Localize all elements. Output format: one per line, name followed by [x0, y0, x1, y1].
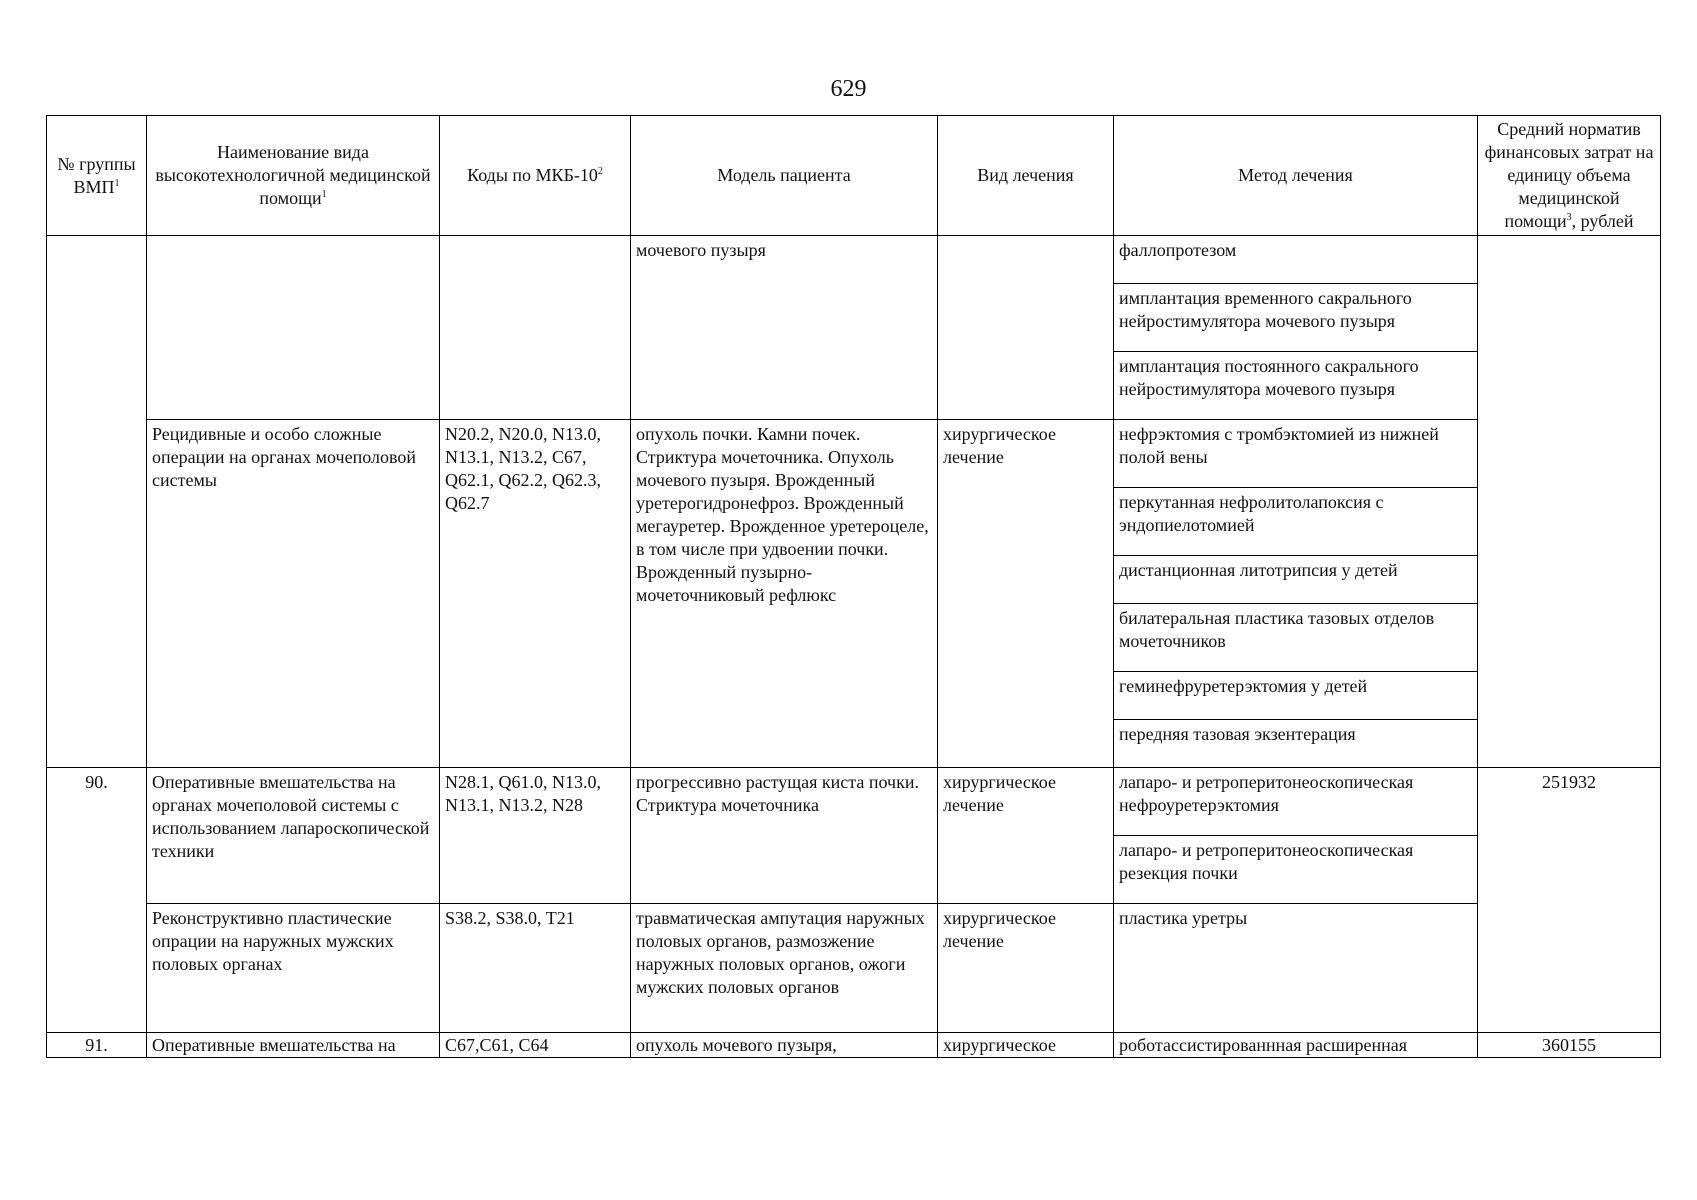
treatment-type-cell [938, 236, 1114, 420]
method-cell: роботассистированнная расширенная [1114, 1033, 1478, 1058]
header-icd-codes: Коды по МКБ-$10^2$ [440, 116, 631, 236]
method-cell: перкутанная нефролитолапоксия с эндопиелотомией [1114, 488, 1478, 556]
method-cell: пластика уретры [1114, 904, 1478, 1033]
method-cell: лапаро- и ретроперитонеоскопическая резекция почки [1114, 836, 1478, 904]
patient-model-cell: опухоль почки. Камни почек. Стриктура мочеточника. Опухоль мочевого пузыря. Врожденный уретерогидронефроз. Врожденный мегауретер. Врожденное уретероцеле, в том числе при удвоении почки. Врожденный пузырно-мочеточниковый рефлюкс [631, 420, 938, 768]
average-cost-cell [1478, 236, 1661, 768]
header-treatment-type: Вид лечения [938, 116, 1114, 236]
patient-model-cell: прогрессивно растущая киста почки. Стриктура мочеточника [631, 768, 938, 904]
table-row [47, 420, 1661, 488]
care-type-cell: Реконструктивно пластические опрации на наружных мужских половых органах [147, 904, 440, 1033]
average-cost-cell: 360155 [1478, 1033, 1661, 1058]
page-number: 629 [830, 76, 867, 102]
care-type-cell: Оперативные вмешательства на органах мочеполовой системы с использованием лапароскопической техники [147, 768, 440, 904]
method-cell: имплантация временного сакрального нейростимулятора мочевого пузыря [1114, 284, 1478, 352]
method-cell: нефрэктомия с тромбэктомией из нижней полой вены [1114, 420, 1478, 488]
care-type-cell [147, 236, 440, 420]
patient-model-cell: мочевого пузыря [631, 236, 938, 420]
header-average-cost: Средний норматив финансовых затрат на единицу объема медицинской помощи$^3$, рублей [1478, 116, 1661, 236]
icd-codes-cell: N20.2, N20.0, N13.0, N13.1, N13.2, C67, Q62.1, Q62.2, Q62.3, Q62.7 [440, 420, 631, 768]
treatment-type-cell: хирургическое лечение [938, 420, 1114, 768]
group-number-cell [47, 236, 147, 768]
method-cell: геминефруретерэктомия у детей [1114, 672, 1478, 720]
method-cell: передняя тазовая экзентерация [1114, 720, 1478, 768]
icd-codes-cell: C67,C61, C64 [440, 1033, 631, 1058]
method-cell: билатеральная пластика тазовых отделов мочеточников [1114, 604, 1478, 672]
vmp-table [46, 115, 1661, 1058]
method-cell: имплантация постоянного сакрального нейростимулятора мочевого пузыря [1114, 352, 1478, 420]
group-number-cell: 91. [47, 1033, 147, 1058]
icd-codes-cell: S38.2, S38.0, T21 [440, 904, 631, 1033]
method-cell: дистанционная литотрипсия у детей [1114, 556, 1478, 604]
treatment-type-cell: хирургическое [938, 1033, 1114, 1058]
header-care-type-name: Наименование вида высокотехнологичной медицинской помощи$^1$ [147, 116, 440, 236]
method-cell: лапаро- и ретроперитонеоскопическая нефроуретерэктомия [1114, 768, 1478, 836]
method-cell: фаллопротезом [1114, 236, 1478, 284]
patient-model-cell: травматическая ампутация наружных половых органов, размозжение наружных половых органов, ожоги мужских половых органов [631, 904, 938, 1033]
treatment-type-cell: хирургическое лечение [938, 904, 1114, 1033]
header-row [47, 116, 1661, 236]
header-group-number: № группы ВМП$^1$ [47, 116, 147, 236]
table-row [47, 904, 1661, 1033]
table-row [47, 236, 1661, 284]
care-type-cell: Рецидивные и особо сложные операции на органах мочеполовой системы [147, 420, 440, 768]
treatment-type-cell: хирургическое лечение [938, 768, 1114, 904]
care-type-cell: Оперативные вмешательства на [147, 1033, 440, 1058]
average-cost-cell: 251932 [1478, 768, 1661, 1033]
table-row [47, 1033, 1661, 1058]
header-patient-model: Модель пациента [631, 116, 938, 236]
header-treatment-method: Метод лечения [1114, 116, 1478, 236]
icd-codes-cell [440, 236, 631, 420]
icd-codes-cell: N28.1, Q61.0, N13.0, N13.1, N13.2, N28 [440, 768, 631, 904]
table-row [47, 768, 1661, 836]
patient-model-cell: опухоль мочевого пузыря, [631, 1033, 938, 1058]
group-number-cell: 90. [47, 768, 147, 1033]
